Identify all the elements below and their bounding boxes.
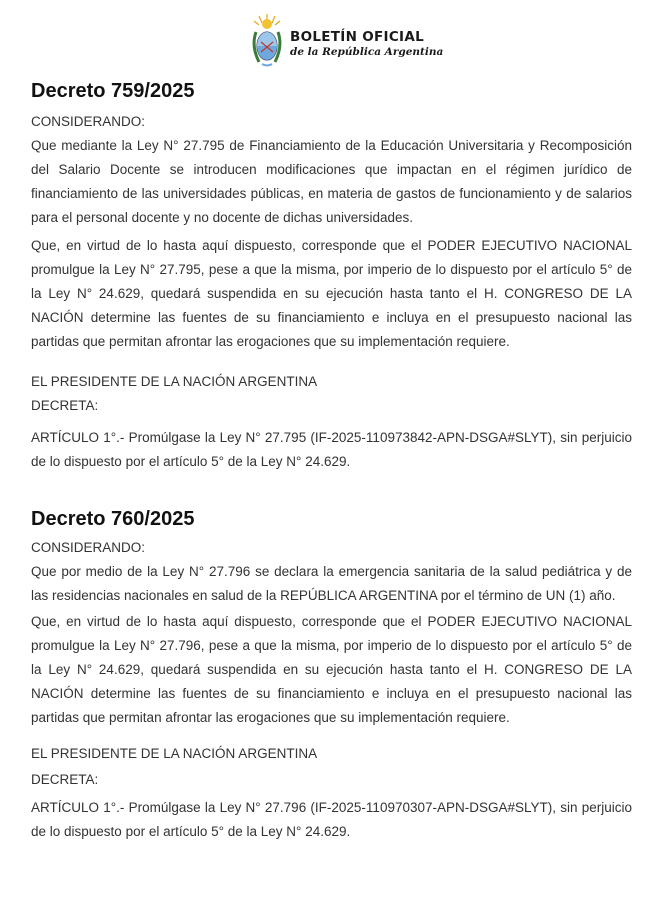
decreta-label: DECRETA:: [31, 398, 99, 413]
considerando-paragraph-1: Que mediante la Ley N° 27.795 de Financiamiento de la Educación Universitaria y Recomposición del Salario Docente se introducen modificaciones que impactan en el régimen jurídico de financiamiento de las universidades públicas, en materia de gastos de funcionamiento y de salarios para el personal docente y no docente de dichas universidades.: [31, 138, 632, 225]
considerando-paragraph-2: Que, en virtud de lo hasta aquí dispuesto, corresponde que el PODER EJECUTIVO NACIONAL promulgue la Ley N° 27.795, pese a que la misma, por imperio de lo dispuesto por el artículo 5° de la Ley N° 24.629, quedará suspendida en su ejecución hasta tanto el H. CONGRESO DE LA NACIÓN determine las fuentes de su financiamiento e incluya en el presupuesto nacional las partidas que permitan afrontar las erogaciones que su implementación requiere.: [31, 238, 632, 349]
decree-title: Decreto 760/2025: [31, 508, 195, 530]
articulo-1: ARTÍCULO 1°.- Promúlgase la Ley N° 27.796 (IF-2025-110970307-APN-DSGA#SLYT), sin perjuicio de lo dispuesto por el artículo 5° de la Ley N° 24.629.: [31, 800, 632, 839]
boletin-title: BOLETÍN OFICIAL: [290, 29, 425, 45]
boletin-header: [0, 12, 660, 70]
articulo-1: ARTÍCULO 1°.- Promúlgase la Ley N° 27.795 (IF-2025-110973842-APN-DSGA#SLYT), sin perjuicio de lo dispuesto por el artículo 5° de la Ley N° 24.629.: [31, 430, 632, 469]
decree-section: [31, 506, 632, 844]
considerando-paragraph-1: Que por medio de la Ley N° 27.796 se declara la emergencia sanitaria de la salud pediátrica y de las residencias nacionales en salud de la REPÚBLICA ARGENTINA por el término de UN (1) año.: [31, 564, 632, 603]
president-line: EL PRESIDENTE DE LA NACIÓN ARGENTINA: [31, 374, 318, 389]
considerando-label: CONSIDERANDO:: [31, 540, 146, 555]
president-line: EL PRESIDENTE DE LA NACIÓN ARGENTINA: [31, 746, 318, 761]
considerando-paragraph-2: Que, en virtud de lo hasta aquí dispuesto, corresponde que el PODER EJECUTIVO NACIONAL promulgue la Ley N° 27.796, pese a que la misma, por imperio de lo dispuesto por el artículo 5° de la Ley N° 24.629, quedará suspendida en su ejecución hasta tanto el H. CONGRESO DE LA NACIÓN determine las fuentes de su financiamiento e incluya en el presupuesto nacional las partidas que permitan afrontar las erogaciones que su implementación requiere.: [31, 614, 632, 725]
boletin-subtitle: de la República Argentina: [290, 46, 444, 58]
decreta-label: DECRETA:: [31, 772, 99, 787]
national-coat-of-arms-icon: [250, 12, 284, 68]
considerando-label: CONSIDERANDO:: [31, 114, 146, 129]
decree-section: [31, 78, 632, 474]
decree-title: Decreto 759/2025: [31, 80, 195, 102]
